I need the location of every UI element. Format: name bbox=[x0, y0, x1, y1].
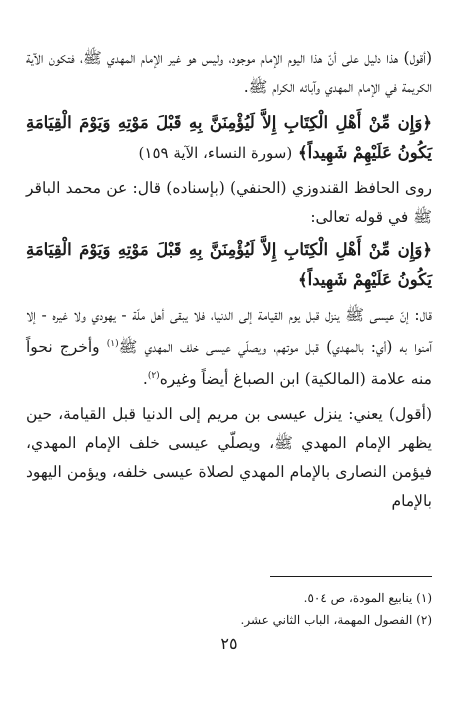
hadith-end: . bbox=[142, 370, 148, 389]
hadith-tail: وأخرج نحواً منه علامة (المالكية) ابن الصباغ أيضاً وغيره bbox=[26, 338, 432, 389]
hadith-text: قال: إنّ عيسى ﷺ ينزل قبل يوم القيامة إلى الدنيا، فلا يبقى أهل ملّة - يهودي ولا غيره - إلا آمنوا به (أي: بالمهدي) قبل موتهم، ويصلّي عيسى خلف المهدي ﷺ bbox=[26, 306, 432, 357]
verse-source: (سورة النساء، الآية ١٥٩) bbox=[138, 144, 293, 162]
paragraph-narration: روى الحافظ القندوزي (الحنفي) (بإسناده) قال: عن محمد الباقر ﷺ في قوله تعالى: bbox=[26, 179, 432, 226]
footnote-1: (١) ينابيع المودة، ص ٥٠٤. bbox=[303, 591, 432, 605]
footnote-2: (٢) الفصول المهمة، الباب الثاني عشر. bbox=[240, 613, 432, 627]
paragraph-commentary-1: (أقول) هذا دليل على أنّ هذا اليوم الإمام موجود، وليس هو غير الإمام المهدي ﷺ، فتكون الآية الكريمة في الإمام المهدي وآبائه الكرام ﷺ. bbox=[26, 49, 432, 96]
footnote-ref-1[interactable]: (١) bbox=[106, 339, 119, 349]
quran-verse-2: ﴿وَإِن مِّنْ أَهْلِ الْكِتَابِ إِلاَّ لَيُؤْمِنَنَّ بِهِ قَبْلَ مَوْتِهِ وَيَوْمَ الْقِيَامَةِ يَكُونُ عَلَيْهِمْ شَهِيداً﴾ bbox=[26, 240, 432, 289]
footnote-ref-2[interactable]: (٢) bbox=[147, 371, 160, 382]
page-number: ٢٥ bbox=[220, 634, 238, 653]
footnotes-section bbox=[26, 576, 432, 631]
book-page bbox=[26, 44, 432, 684]
quran-verse-1 bbox=[26, 108, 432, 168]
paragraph-hadith bbox=[26, 301, 432, 394]
verse-text: ﴿وَإِن مِّنْ أَهْلِ الْكِتَابِ إِلاَّ لَيُؤْمِنَنَّ بِهِ قَبْلَ مَوْتِهِ وَيَوْمَ الْقِيَامَةِ يَكُونُ عَلَيْهِمْ شَهِيداً﴾ bbox=[26, 113, 432, 162]
paragraph-commentary-2: (أقول) يعني: ينزل عيسى بن مريم إلى الدنيا قبل القيامة، حين يظهر الإمام المهدي ﷺ، ويصلّي عيسى خلف الإمام المهدي، فيؤمن النصارى بالإمام المهدي لصلاة عيسى خلفه، ويؤمن اليهود بالإمام bbox=[26, 405, 432, 511]
footnote-divider bbox=[270, 576, 432, 577]
